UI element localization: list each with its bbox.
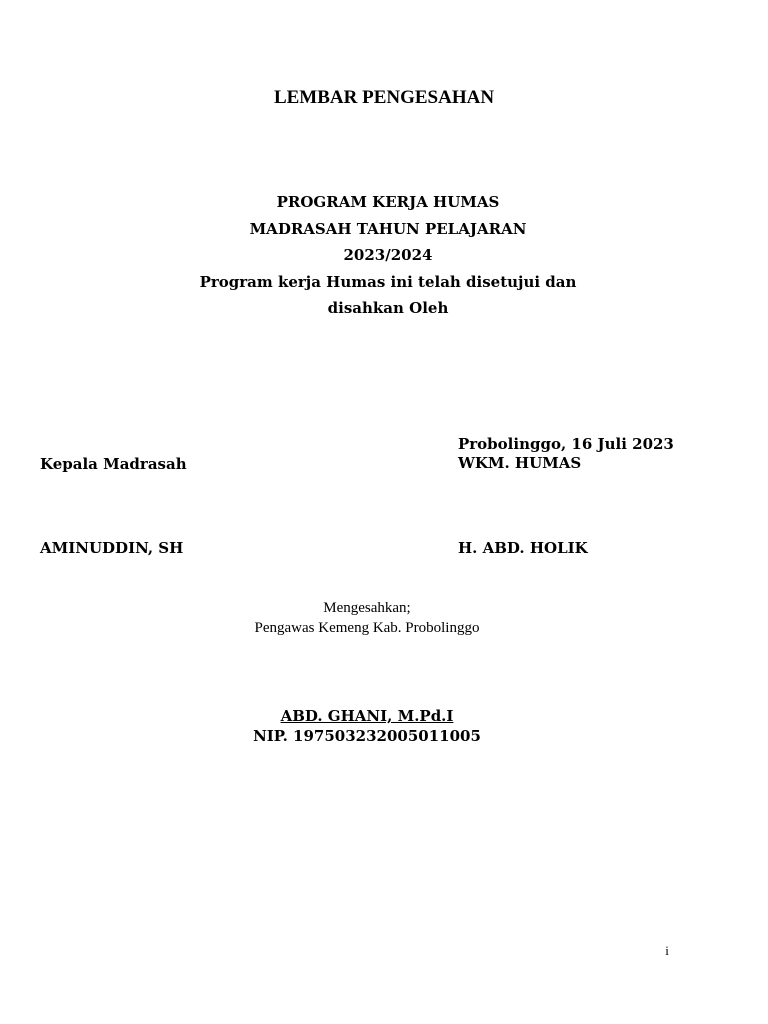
program-line-3: 2023/2024	[343, 246, 433, 264]
approval-label: Mengesahkan;	[323, 600, 411, 616]
page-title: LEMBAR PENGESAHAN	[273, 87, 495, 108]
program-line-2: MADRASAH TAHUN PELAJARAN	[249, 219, 527, 238]
approval-block	[0, 598, 734, 638]
right-signatory-role: WKM. HUMAS	[458, 454, 582, 472]
program-description	[0, 189, 768, 322]
program-line-1: PROGRAM KERJA HUMAS	[276, 193, 500, 211]
approval-office: Pengawas Kemeng Kab. Probolinggo	[254, 620, 480, 636]
place-date: Probolinggo, 16 Juli 2023	[458, 435, 674, 453]
program-line-4: Program kerja Humas ini telah disetujui dan	[199, 272, 577, 291]
supervisor-name: ABD. GHANI, M.Pd.I	[280, 707, 454, 725]
supervisor-nip: NIP. 197503232005011005	[253, 727, 481, 745]
page-number: i	[665, 943, 669, 958]
program-line-5: disahkan Oleh	[327, 299, 449, 317]
left-signatory-role: Kepala Madrasah	[40, 455, 187, 473]
supervisor-block	[0, 706, 734, 746]
right-signatory-name: H. ABD. HOLIK	[458, 539, 588, 557]
left-signatory-name: AMINUDDIN, SH	[40, 539, 184, 557]
